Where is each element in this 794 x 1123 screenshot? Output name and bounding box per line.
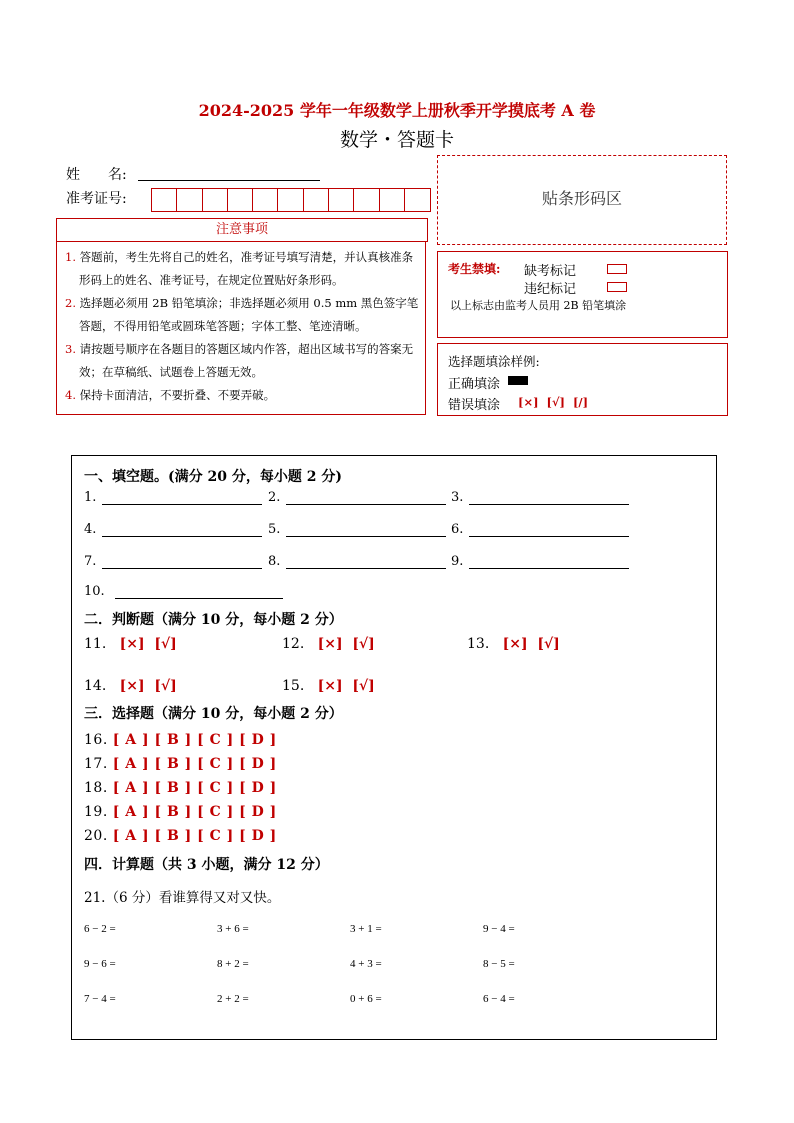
id-digit-box[interactable] — [304, 189, 329, 211]
fill-blank-line[interactable] — [469, 490, 629, 505]
answer-sheet-subtitle: 数学・答题卡 — [339, 129, 454, 151]
violation-mark-box[interactable] — [607, 282, 627, 292]
id-digit-box[interactable] — [203, 189, 228, 211]
fill-item-number: 3. — [451, 490, 464, 505]
fill-item-number: 1. — [84, 490, 97, 505]
choice-item-number: 16. — [84, 732, 108, 748]
fill-blank-row — [84, 490, 262, 505]
section4-title: 四．计算题（共 3 小题，满分 12 分） — [84, 857, 329, 873]
violation-label: 违纪标记 — [524, 282, 577, 297]
choice-options[interactable]: [ A ] [ B ] [ C ] [ D ] — [112, 780, 277, 796]
filled-mark-icon — [508, 376, 528, 385]
tf-item-number: 15. — [282, 678, 305, 694]
choice-options[interactable]: [ A ] [ B ] [ C ] [ D ] — [112, 756, 277, 772]
tf-options[interactable]: [×] [√] — [502, 636, 560, 652]
tf-options[interactable]: [×] [√] — [119, 678, 177, 694]
tf-options[interactable]: [×] [√] — [317, 636, 375, 652]
notice-item: 3. 请按题号顺序在各题目的答题区域内作答，超出区域书写的答案无效；在草稿纸、试题卷上答题无效。 — [65, 342, 414, 379]
id-digit-box[interactable] — [253, 189, 278, 211]
notice-item: 4. 保持卡面清洁，不要折叠、不要弄破。 — [65, 388, 276, 402]
fill-blank-row — [268, 554, 446, 569]
choice-item-number: 17. — [84, 756, 108, 772]
tf-item-number: 11. — [84, 636, 107, 652]
calc-expression: 6 − 4 = — [483, 993, 515, 1005]
id-digit-box[interactable] — [354, 189, 379, 211]
sample-title: 选择题填涂样例: — [448, 354, 540, 369]
calc-expression: 9 − 4 = — [483, 923, 515, 935]
answer-area — [71, 455, 717, 1040]
fill-blank-row — [268, 490, 446, 505]
notice-heading: 注意事项 — [56, 218, 428, 242]
tf-options[interactable]: [×] [√] — [119, 636, 177, 652]
fill-blank-row — [268, 522, 446, 537]
id-number-boxes[interactable] — [151, 188, 431, 212]
choice-item-number: 20. — [84, 828, 108, 844]
fill-item-number: 4. — [84, 522, 97, 537]
true-false-item — [282, 636, 375, 652]
absent-mark-box[interactable] — [607, 264, 627, 274]
calc-expression: 3 + 1 = — [350, 923, 382, 935]
true-false-item — [84, 636, 177, 652]
barcode-label: 贴条形码区 — [541, 189, 622, 208]
choice-options[interactable]: [ A ] [ B ] [ C ] [ D ] — [112, 804, 277, 820]
fill-item-number: 9. — [451, 554, 464, 569]
tf-options[interactable]: [×] [√] — [317, 678, 375, 694]
choice-item — [84, 828, 277, 844]
tf-item-number: 14. — [84, 678, 107, 694]
choice-item — [84, 756, 277, 772]
fill-blank-row — [451, 490, 629, 505]
fill-blank-line[interactable] — [102, 490, 262, 505]
fill-blank-line[interactable] — [286, 554, 446, 569]
id-label: 准考证号: — [66, 191, 127, 207]
tf-item-number: 13. — [467, 636, 490, 652]
forbidden-note: 以上标志由监考人员用 2B 铅笔填涂 — [450, 299, 627, 312]
fill-blank-line[interactable] — [102, 554, 262, 569]
section1-title: 一、填空题。(满分 20 分，每小题 2 分) — [84, 469, 342, 485]
question-21: 21.（6 分）看谁算得又对又快。 — [84, 890, 281, 906]
choice-item-number: 19. — [84, 804, 108, 820]
barcode-area — [437, 155, 727, 245]
sample-wrong-marks: [×] [√] [/] — [518, 395, 589, 409]
sample-correct-label: 正确填涂 — [448, 377, 501, 392]
id-digit-box[interactable] — [329, 189, 354, 211]
fill-item-number: 8. — [268, 554, 281, 569]
calc-expression: 3 + 6 = — [217, 923, 249, 935]
calc-expression: 2 + 2 = — [217, 993, 249, 1005]
true-false-item — [467, 636, 560, 652]
id-digit-box[interactable] — [177, 189, 202, 211]
calc-expression: 8 − 5 = — [483, 958, 515, 970]
fill-blank-row — [451, 522, 629, 537]
absent-label: 缺考标记 — [524, 264, 577, 279]
id-digit-box[interactable] — [405, 189, 430, 211]
fill-item-number: 6. — [451, 522, 464, 537]
calc-expression: 7 − 4 = — [84, 993, 116, 1005]
fill-blank-line[interactable] — [469, 554, 629, 569]
fill-item-number: 2. — [268, 490, 281, 505]
fill-item-number: 10. — [84, 584, 105, 599]
fill-sample-box — [437, 343, 728, 416]
fill-blank-line[interactable] — [115, 584, 283, 599]
name-label: 姓 名: — [66, 167, 127, 183]
notice-item: 1. 答题前，考生先将自己的姓名，准考证号填写清楚，并认真核准条形码上的姓名、准考证号，在规定位置贴好条形码。 — [65, 250, 414, 287]
id-digit-box[interactable] — [380, 189, 405, 211]
id-digit-box[interactable] — [228, 189, 253, 211]
calc-expression: 0 + 6 = — [350, 993, 382, 1005]
true-false-item — [282, 678, 375, 694]
calc-expression: 6 − 2 = — [84, 923, 116, 935]
calc-expression: 9 − 6 = — [84, 958, 116, 970]
exam-title: 2024-2025 学年一年级数学上册秋季开学摸底考 A 卷 — [198, 101, 596, 120]
name-field[interactable] — [138, 179, 320, 181]
fill-blank-row — [84, 522, 262, 537]
fill-item-number: 5. — [268, 522, 281, 537]
fill-blank-line[interactable] — [102, 522, 262, 537]
choice-item — [84, 780, 277, 796]
fill-blank-row — [451, 554, 629, 569]
forbidden-label: 考生禁填: — [448, 262, 501, 276]
fill-blank-line[interactable] — [286, 490, 446, 505]
choice-options[interactable]: [ A ] [ B ] [ C ] [ D ] — [112, 732, 277, 748]
fill-blank-row — [84, 584, 283, 599]
calc-expression: 8 + 2 = — [217, 958, 249, 970]
section3-title: 三．选择题（满分 10 分，每小题 2 分） — [84, 706, 343, 722]
choice-item — [84, 804, 277, 820]
sample-wrong-label: 错误填涂 — [448, 398, 501, 413]
fill-blank-line[interactable] — [469, 522, 629, 537]
true-false-item — [84, 678, 177, 694]
notice-body — [56, 241, 426, 415]
choice-item — [84, 732, 277, 748]
notice-item: 2. 选择题必须用 2B 铅笔填涂；非选择题必须用 0.5 mm 黑色签字笔答题，不得用铅笔或圆珠笔答题；字体工整、笔迹清晰。 — [65, 296, 419, 333]
forbidden-box — [437, 251, 728, 338]
section2-title: 二．判断题（满分 10 分，每小题 2 分） — [84, 612, 343, 628]
fill-blank-row — [84, 554, 262, 569]
id-digit-box[interactable] — [278, 189, 303, 211]
calc-expression: 4 + 3 = — [350, 958, 382, 970]
fill-item-number: 7. — [84, 554, 97, 569]
id-digit-box[interactable] — [152, 189, 177, 211]
choice-item-number: 18. — [84, 780, 108, 796]
tf-item-number: 12. — [282, 636, 305, 652]
fill-blank-line[interactable] — [286, 522, 446, 537]
choice-options[interactable]: [ A ] [ B ] [ C ] [ D ] — [112, 828, 277, 844]
